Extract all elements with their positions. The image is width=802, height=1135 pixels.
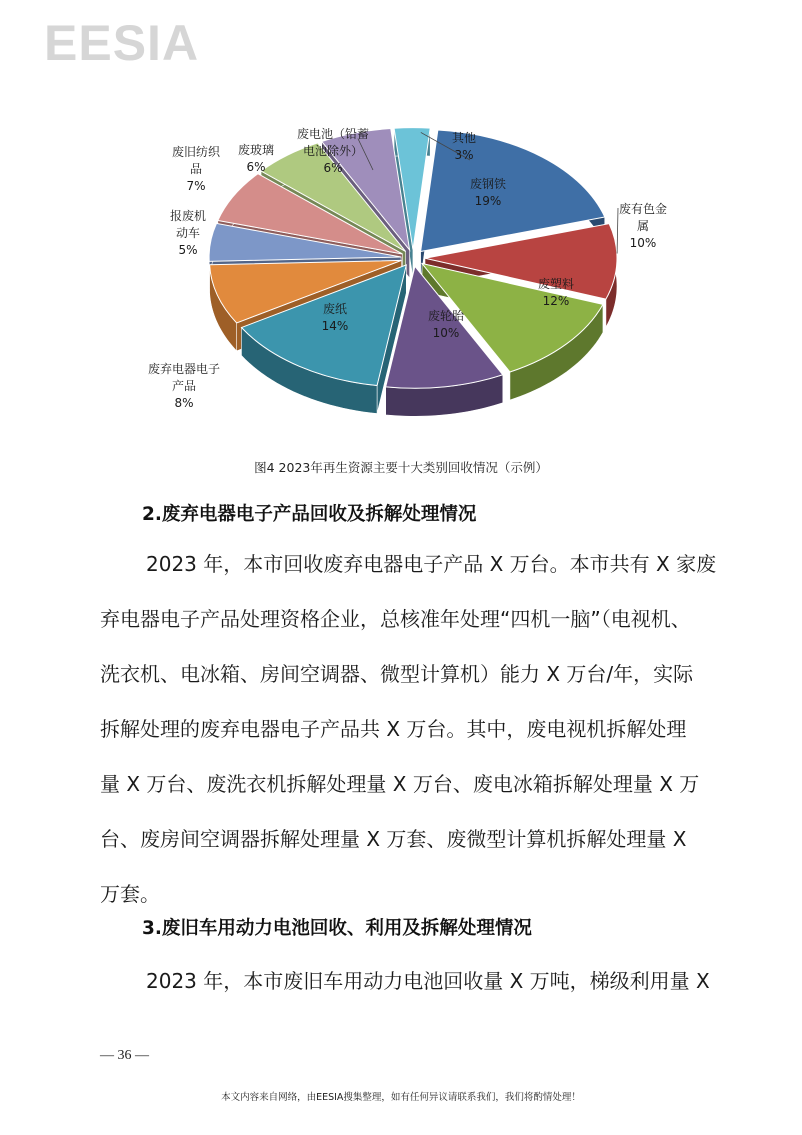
- paragraph-line: 2023 年，本市回收废弃电器电子产品 X 万台。本市共有 X 家废: [146, 552, 717, 576]
- figure-caption: 图4 2023年再生资源主要十大类别回收情况（示例）: [254, 460, 548, 475]
- pie-label-line: 废钢铁: [469, 177, 507, 191]
- pie-label-line: 品: [189, 162, 203, 176]
- pie-label-line: 19%: [474, 194, 502, 208]
- pie-label-line: 10%: [432, 326, 460, 340]
- pie-label-line: 动车: [175, 226, 201, 240]
- pie-label-line: 电池除外）: [302, 144, 364, 158]
- pie-label-line: 6%: [323, 161, 343, 175]
- paragraph-line: 洗衣机、电冰箱、房间空调器、微型计算机）能力 X 万台/年，实际: [100, 662, 694, 686]
- pie-label-line: 废电池（铅蓄: [296, 127, 370, 141]
- pie-label-line: 7%: [186, 179, 206, 193]
- section-heading-e-waste: 2.废弃电器电子产品回收及拆解处理情况: [142, 504, 477, 525]
- page-number: — 36 —: [100, 1048, 149, 1063]
- pie-label-line: 报废机: [169, 209, 207, 223]
- paragraph-line: 2023 年，本市废旧车用动力电池回收量 X 万吨，梯级利用量 X: [146, 969, 710, 993]
- paragraph-line: 拆解处理的废弃电器电子产品共 X 万台。其中，废电视机拆解处理: [100, 717, 687, 741]
- paragraph-line: 弃电器电子产品处理资格企业，总核准年处理“四机一脑”（电视机、: [100, 607, 691, 631]
- paragraph-line: 量 X 万台、废洗衣机拆解处理量 X 万台、废电冰箱拆解处理量 X 万: [100, 772, 700, 796]
- pie-label-line: 其他: [451, 131, 477, 145]
- pie-label-line: 废有色金: [618, 202, 668, 216]
- pie-label-line: 8%: [174, 396, 194, 410]
- eesia-watermark-logo: EESIA: [44, 15, 200, 71]
- pie-label-line: 10%: [629, 236, 657, 250]
- pie-label-line: 废玻璃: [237, 143, 275, 157]
- pie-label-line: 废纸: [322, 302, 348, 316]
- section-heading-ev-battery: 3.废旧车用动力电池回收、利用及拆解处理情况: [142, 918, 532, 939]
- pie-label-line: 废旧纺织: [171, 145, 221, 159]
- pie-label-line: 3%: [454, 148, 474, 162]
- pie-label-line: 14%: [321, 319, 349, 333]
- pie-label-line: 产品: [171, 379, 197, 393]
- paragraph-line: 万套。: [100, 882, 160, 906]
- pie-label-line: 12%: [542, 294, 570, 308]
- paragraph-line: 台、废房间空调器拆解处理量 X 万套、废微型计算机拆解处理量 X: [100, 827, 687, 851]
- pie-chart: [148, 108, 686, 446]
- pie-chart-figure: [148, 108, 686, 446]
- pie-label-line: 废塑料: [537, 277, 575, 291]
- pie-label-line: 5%: [178, 243, 198, 257]
- pie-label-line: 6%: [246, 160, 266, 174]
- pie-label-line: 废弃电器电子: [148, 362, 221, 376]
- footer-notice: 本文内容来自网络，由EESIA搜集整理，如有任何异议请联系我们，我们将酌情处理！: [221, 1092, 581, 1103]
- pie-label-line: 废轮胎: [427, 309, 465, 323]
- pie-label-line: 属: [636, 219, 650, 233]
